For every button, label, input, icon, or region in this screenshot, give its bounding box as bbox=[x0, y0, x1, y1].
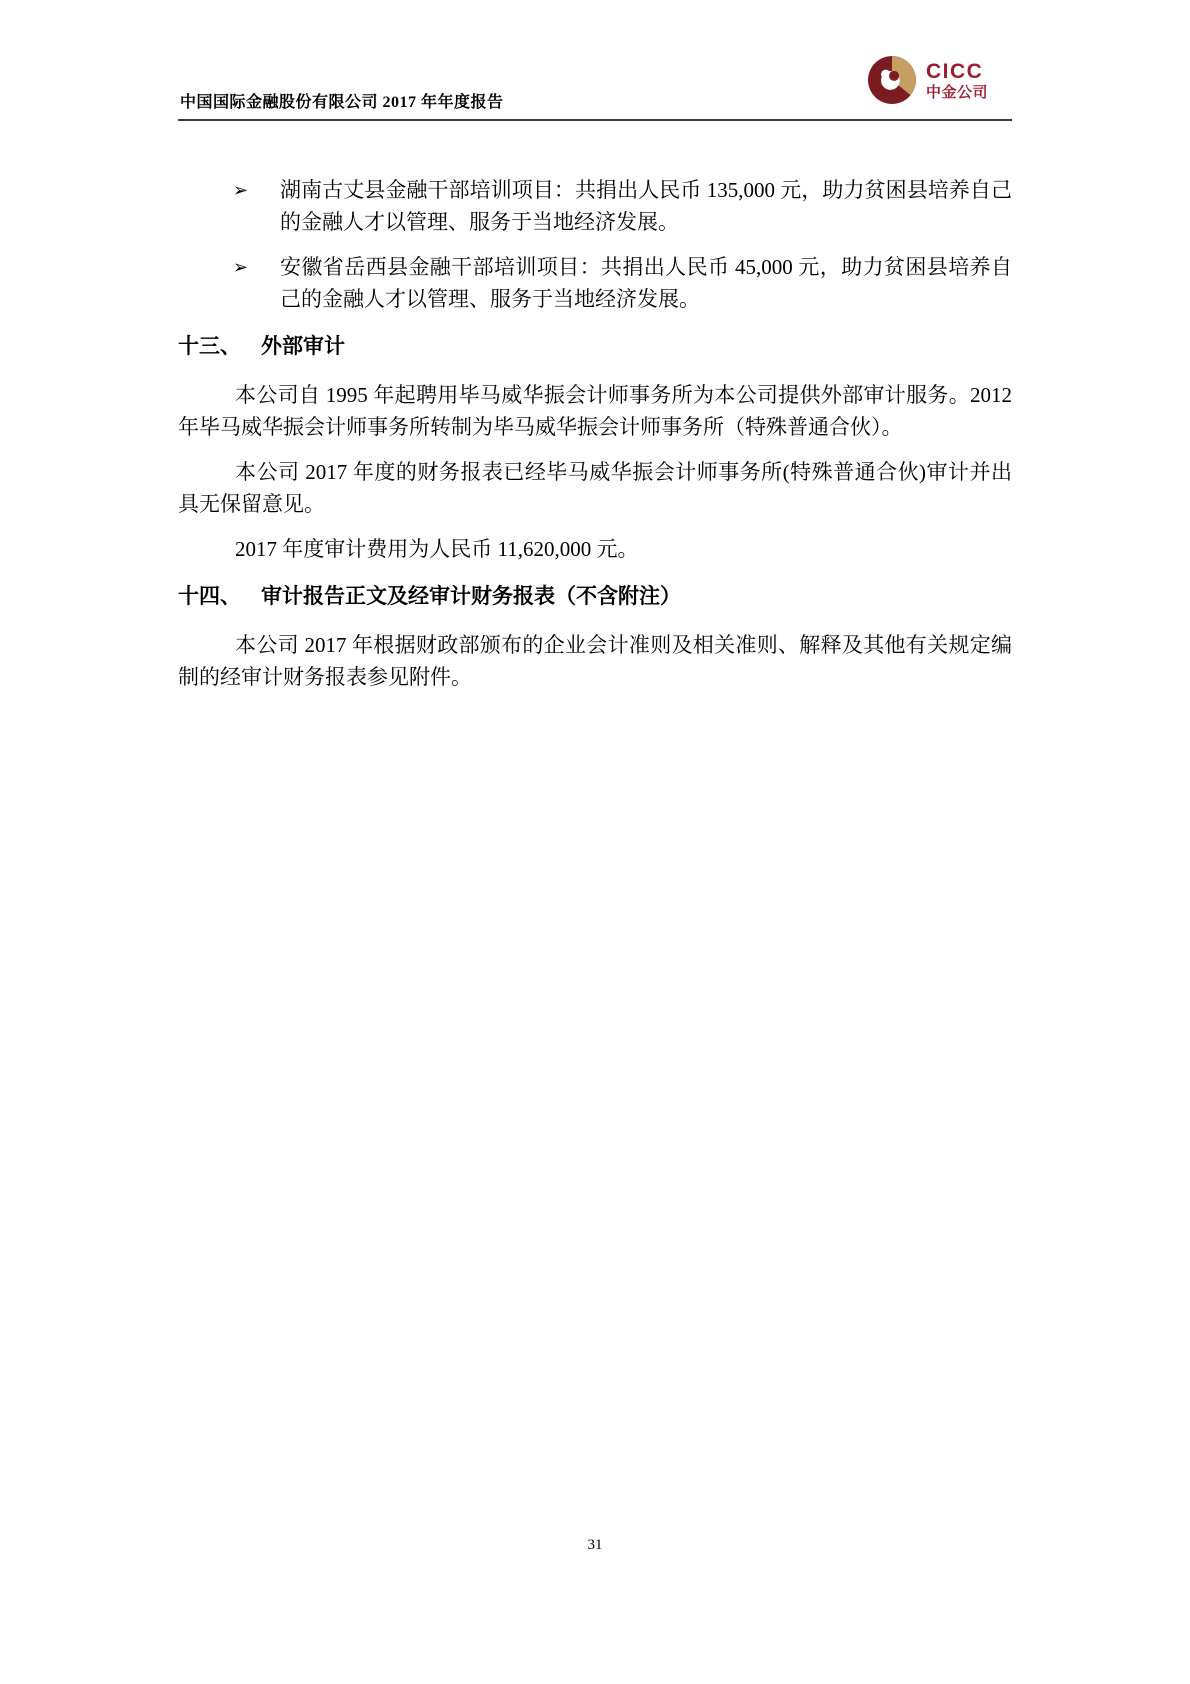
arrowhead-bullet-icon: ➢ bbox=[233, 180, 249, 201]
donation-bullet-list bbox=[178, 174, 1012, 315]
cicc-logo-icon bbox=[867, 55, 917, 105]
page-header bbox=[178, 0, 1012, 121]
logo-text-en: CICC bbox=[925, 59, 984, 83]
section-title: 外部审计 bbox=[261, 334, 345, 358]
cicc-logo-wordmark bbox=[926, 61, 988, 100]
bullet-text: 安徽省岳西县金融干部培训项目：共捐出人民币 45,000 元，助力贫困县培养自己的金融人才以管理、服务于当地经济发展。 bbox=[280, 255, 1012, 311]
section-heading-external-audit bbox=[178, 330, 1012, 362]
page-number: 31 bbox=[587, 1537, 603, 1553]
bullet-text: 湖南古丈县金融干部培训项目：共捐出人民币 135,000 元，助力贫困县培养自己的金融人才以管理、服务于当地经济发展。 bbox=[280, 178, 1012, 234]
page-body bbox=[178, 121, 1012, 706]
header-title: 中国国际金融股份有限公司 2017 年年度报告 bbox=[180, 94, 504, 111]
section-number: 十三、 bbox=[178, 334, 241, 358]
cicc-logo bbox=[867, 55, 988, 105]
arrowhead-bullet-icon: ➢ bbox=[233, 257, 249, 278]
list-item bbox=[178, 174, 1012, 238]
paragraph: 本公司自 1995 年起聘用毕马威华振会计师事务所为本公司提供外部审计服务。2012 年毕马威华振会计师事务所转制为毕马威华振会计师事务所（特殊普通合伙）。 bbox=[178, 383, 1012, 439]
section-number: 十四、 bbox=[178, 584, 241, 608]
paragraph: 本公司 2017 年根据财政部颁布的企业会计准则及相关准则、解释及其他有关规定编制的经审计财务报表参见附件。 bbox=[178, 633, 1012, 689]
paragraph: 本公司 2017 年度的财务报表已经毕马威华振会计师事务所(特殊普通合伙)审计并出具无保留意见。 bbox=[178, 460, 1012, 516]
section-title: 审计报告正文及经审计财务报表（不含附注） bbox=[261, 584, 681, 608]
logo-text-zh: 中金公司 bbox=[925, 83, 988, 101]
paragraph: 2017 年度审计费用为人民币 11,620,000 元。 bbox=[235, 537, 639, 561]
list-item bbox=[178, 251, 1012, 315]
section-heading-audit-report bbox=[178, 580, 1012, 612]
